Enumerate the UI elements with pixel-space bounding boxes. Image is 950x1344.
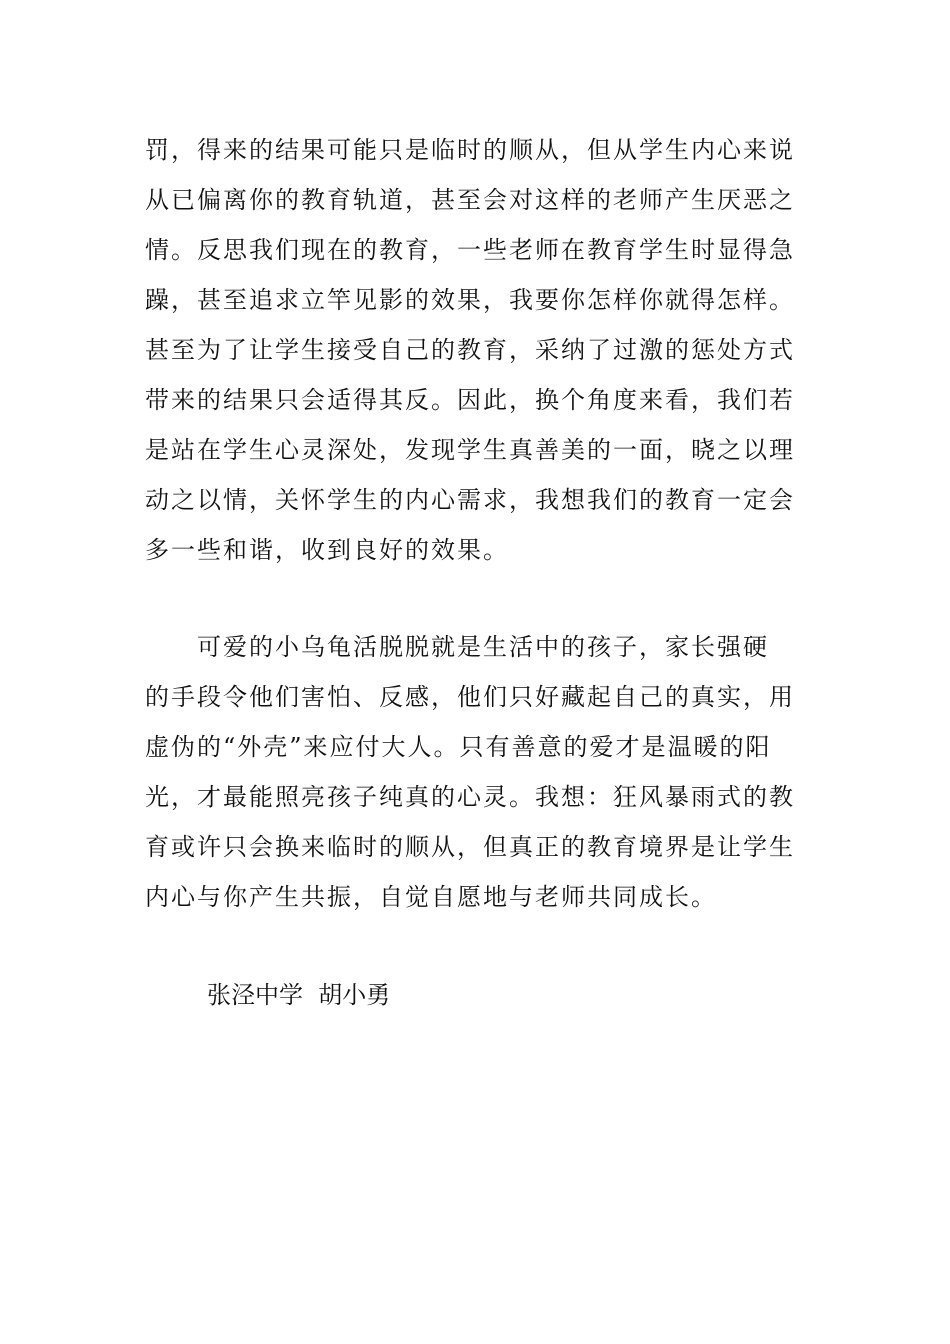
author-signature: 张泾中学 胡小勇 <box>207 981 391 1009</box>
paragraph-line: 甚至为了让学生接受自己的教育，采纳了过激的惩处方式 <box>145 336 795 364</box>
paragraph-line: 虚伪的“外壳”来应付大人。只有善意的爱才是温暖的阳 <box>145 733 772 761</box>
paragraph-2 <box>145 622 810 922</box>
paragraph-line: 带来的结果只会适得其反。因此，换个角度来看，我们若 <box>145 386 795 414</box>
paragraph-line: 的手段令他们害怕、反感，他们只好藏起自己的真实，用 <box>145 683 795 711</box>
paragraph-line: 是站在学生心灵深处，发现学生真善美的一面，晓之以理 <box>145 436 795 464</box>
paragraph-line: 情。反思我们现在的教育，一些老师在教育学生时显得急 <box>145 236 795 264</box>
paragraph-line: 从已偏离你的教育轨道，甚至会对这样的老师产生厌恶之 <box>145 186 795 214</box>
paragraph-line: 光，才最能照亮孩子纯真的心灵。我想：狂风暴雨式的教 <box>145 783 795 811</box>
paragraph-line: 罚，得来的结果可能只是临时的顺从，但从学生内心来说 <box>145 136 795 164</box>
paragraph-line: 育或许只会换来临时的顺从，但真正的教育境界是让学生 <box>145 833 795 861</box>
paragraph-line: 内心与你产生共振，自觉自愿地与老师共同成长。 <box>145 883 717 911</box>
paragraph-line: 躁，甚至追求立竿见影的效果，我要你怎样你就得怎样。 <box>145 286 795 314</box>
paragraph-line: 可爱的小乌龟活脱脱就是生活中的孩子，家长强硬 <box>145 633 769 661</box>
paragraph-1 <box>145 125 810 575</box>
paragraph-line: 多一些和谐，收到良好的效果。 <box>145 536 509 564</box>
paragraph-line: 动之以情，关怀学生的内心需求，我想我们的教育一定会 <box>145 486 795 514</box>
